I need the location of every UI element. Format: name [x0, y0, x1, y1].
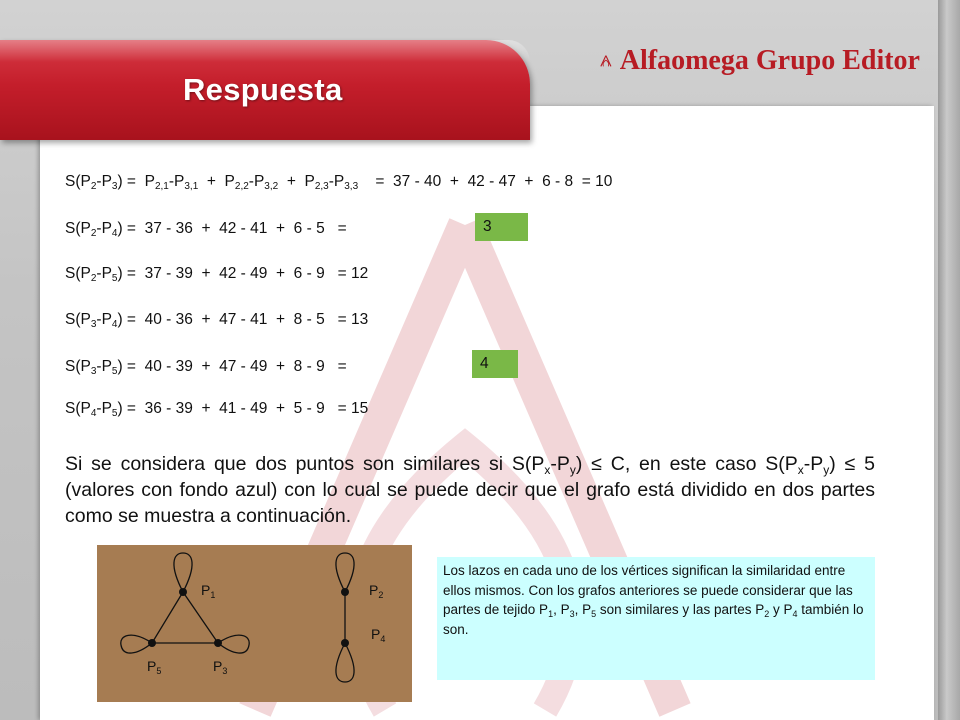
highlight-value: 4	[472, 350, 518, 378]
vertex-p5	[148, 639, 156, 647]
loop-p1	[174, 553, 192, 592]
equation-row: $S(P_2-P_4) = 37 - 36 + 42 - 41 + 6 - 5$ =	[65, 220, 347, 239]
logo	[600, 36, 920, 86]
label-p1: $P_1$	[201, 582, 216, 600]
equation-row: $S(P_4-P_5) = 36 - 39 + 41 - 49 + 5 - 9 = 15$	[65, 400, 369, 419]
equation-row: $S(P_2-P_3) = P_{2,1}-P_{3,1} + P_{2,2}-P_{3,2} + P_{2,3}-P_{3,3}$ = 37 - 40 + 42 - 47 + 6 - 8 = 10	[65, 173, 613, 192]
loop-p4	[336, 643, 354, 682]
label-p3: $P_3$	[213, 658, 228, 676]
highlight-value: 3	[475, 213, 528, 241]
edge-p1-p5	[152, 592, 183, 643]
label-p4: $P_4$	[371, 626, 386, 644]
label-p2: $P_2$	[369, 582, 384, 600]
vertex-p3	[214, 639, 222, 647]
loop-p5	[121, 635, 152, 653]
vertex-p4	[341, 639, 349, 647]
equation-row: $S(P_3-P_5) = 40 - 39 + 47 - 49 + 8 - 9$ =	[65, 358, 347, 377]
alfaomega-logo-icon	[600, 40, 612, 82]
equation-row: $S(P_3-P_4) = 40 - 36 + 47 - 41 + 8 - 5 = 13$	[65, 311, 369, 330]
right-rail	[938, 0, 960, 720]
vertex-p1	[179, 588, 187, 596]
label-p5: $P_5$	[147, 658, 162, 676]
graph-figure	[97, 545, 412, 702]
equation-row: $S(P_2-P_5) = 37 - 39 + 42 - 49 + 6 - 9 = 12$	[65, 265, 369, 284]
note-box: Los lazos en cada uno de los vértices significan la similaridad entre ellos mismos. Con los grafos anteriores se puede considerar que las partes de tejido $P_1$, $P_3$, $P_5$ son similares y las partes $P_2$ y $P_4$ también lo son.	[437, 557, 875, 680]
explanation-paragraph: Si se considera que dos puntos son similares si $S(P_x-P_y) \le C$, en este caso $S(P_x-P_y) \le 5$ (valores con fondo azul) con lo cual se puede decir que el grafo está dividido en dos partes como se muestra a continuación.	[65, 453, 875, 527]
loop-p3	[218, 635, 249, 653]
slide-title: Respuesta	[183, 72, 343, 107]
logo-text: Alfaomega Grupo Editor	[619, 45, 920, 76]
loop-p2	[336, 553, 354, 592]
vertex-p2	[341, 588, 349, 596]
